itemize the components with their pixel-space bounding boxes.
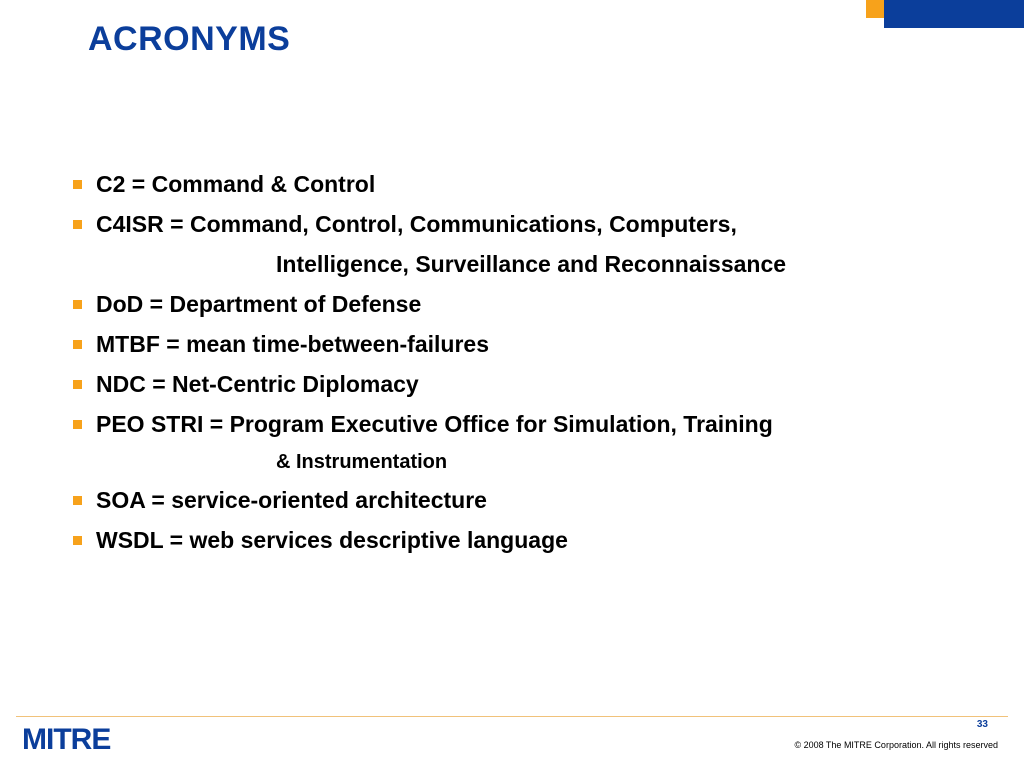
footer-divider [16, 716, 1008, 717]
square-bullet-icon [73, 180, 82, 189]
corner-brand-bar [884, 0, 1024, 28]
list-item [70, 284, 1000, 324]
acronym-continuation: & Instrumentation [276, 451, 448, 473]
acronym-text: C2 = Command & Control [96, 171, 376, 197]
mitre-logo: MITRE [22, 723, 111, 756]
acronym-text: WSDL = web services descriptive language [96, 527, 568, 553]
list-item [70, 520, 1000, 560]
square-bullet-icon [73, 536, 82, 545]
page-number: 33 [976, 719, 988, 730]
square-bullet-icon [73, 420, 82, 429]
square-bullet-icon [73, 220, 82, 229]
acronym-text: DoD = Department of Defense [96, 291, 422, 317]
acronym-text: PEO STRI = Program Executive Office for Simulation, Training [96, 411, 773, 437]
list-item [70, 364, 1000, 404]
acronym-continuation: Intelligence, Surveillance and Reconnaissance [276, 251, 787, 277]
list-item [70, 164, 1000, 204]
square-bullet-icon [73, 340, 82, 349]
list-item [70, 324, 1000, 364]
acronym-text: SOA = service-oriented architecture [96, 487, 487, 513]
acronym-text: MTBF = mean time-between-failures [96, 331, 489, 357]
corner-accent-square [866, 0, 884, 18]
acronym-text: NDC = Net-Centric Diplomacy [96, 371, 419, 397]
copyright-notice: © 2008 The MITRE Corporation. All rights reserved [794, 740, 998, 750]
slide-title: ACRONYMS [88, 20, 291, 58]
acronym-text: C4ISR = Command, Control, Communications, Computers, [96, 211, 737, 237]
list-item [70, 480, 1000, 520]
square-bullet-icon [73, 496, 82, 505]
acronym-list [70, 164, 1000, 560]
list-item [70, 204, 1000, 284]
list-item [70, 404, 1000, 480]
square-bullet-icon [73, 300, 82, 309]
square-bullet-icon [73, 380, 82, 389]
